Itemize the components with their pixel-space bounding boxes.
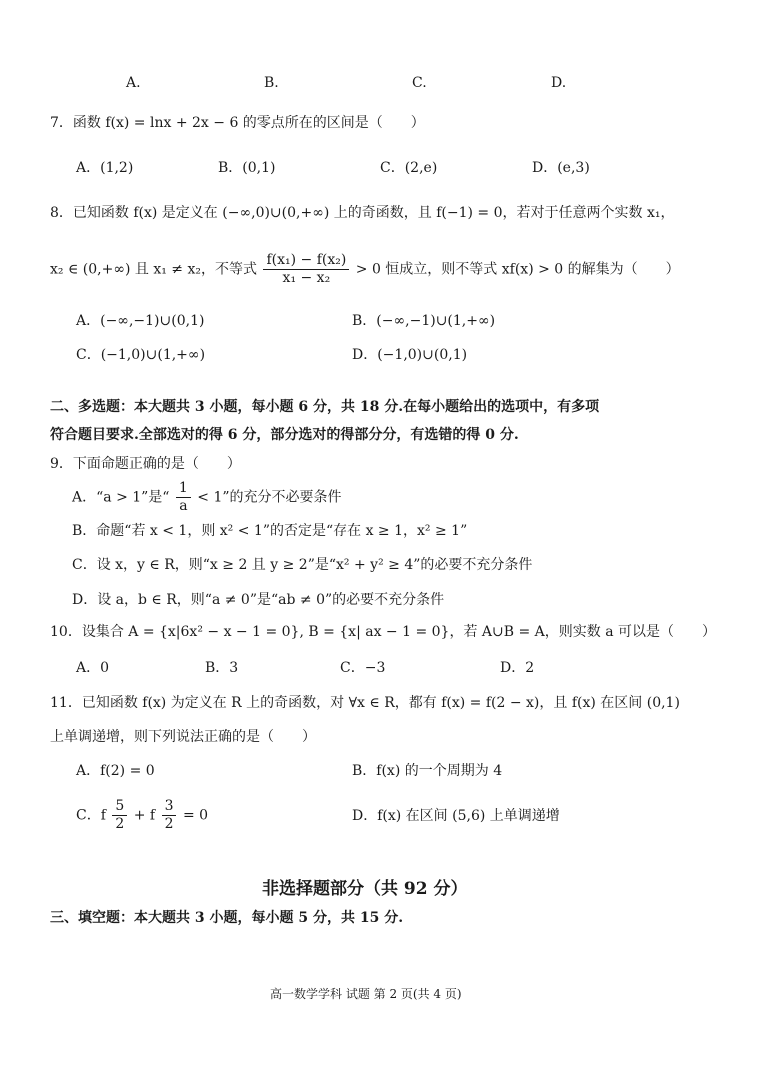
q8-line2-post: > 0 恒成立，则不等式 xf(x) > 0 的解集为（ ） <box>355 261 680 278</box>
q11-option-a: A．f(2) = 0 <box>76 763 155 779</box>
q11-c-fraction-1-denominator: 2 <box>115 816 125 832</box>
q10-option-c: C．−3 <box>340 660 386 676</box>
q8-line2-pre: x₂ ∈ (0,+∞) 且 x₁ ≠ x₂，不等式 <box>50 261 257 278</box>
q9-a-fraction-denominator: a <box>179 498 188 514</box>
q11-c-fraction-2-denominator: 2 <box>164 816 174 832</box>
section3-heading: 三、填空题：本大题共 3 小题，每小题 5 分，共 15 分. <box>50 910 404 926</box>
q8-line2 <box>50 252 680 287</box>
q11-line1: 11．已知函数 f(x) 为定义在 R 上的奇函数，对 ∀x ∈ R，都有 f(x) = f(2 − x)，且 f(x) 在区间 (0,1) <box>50 695 680 711</box>
q9-a-pre: A．“a > 1”是“ <box>72 489 170 506</box>
q11-c-mid: + f <box>133 807 156 824</box>
q10-option-d: D．2 <box>500 660 535 676</box>
q8-fraction-numerator: f(x₁) − f(x₂) <box>263 252 349 270</box>
q11-c-fraction-2 <box>162 798 177 833</box>
q9-stem: 9．下面命题正确的是（ ） <box>50 456 241 472</box>
q11-option-d: D．f(x) 在区间 (5,6) 上单调递增 <box>352 808 560 824</box>
q9-a-post: < 1”的充分不必要条件 <box>197 489 342 506</box>
q11-c-fraction-1 <box>112 798 127 833</box>
section2-line1: 二、多选题：本大题共 3 小题，每小题 6 分，共 18 分.在每小题给出的选项中，有多项 <box>50 399 600 415</box>
top-option-c: C. <box>412 75 427 91</box>
q8-line1: 8．已知函数 f(x) 是定义在 (−∞,0)∪(0,+∞) 上的奇函数，且 f(−1) = 0，若对于任意两个实数 x₁， <box>50 205 675 221</box>
top-option-b: B. <box>264 75 279 91</box>
top-option-a: A. <box>126 75 141 91</box>
q8-fraction-denominator: x₁ − x₂ <box>282 270 331 286</box>
part-title: 非选择题部分（共 92 分） <box>262 879 468 899</box>
top-option-d: D. <box>551 75 567 91</box>
q10-option-b: B．3 <box>205 660 239 676</box>
q7-option-d: D．(e,3) <box>532 160 590 176</box>
q9-option-a <box>72 480 342 515</box>
q8-option-a: A．(−∞,−1)∪(0,1) <box>76 313 205 329</box>
q8-option-d: D．(−1,0)∪(0,1) <box>352 347 468 363</box>
q11-option-b: B．f(x) 的一个周期为 4 <box>352 763 503 779</box>
q9-option-d: D．设 a，b ∈ R，则“a ≠ 0”是“ab ≠ 0”的必要不充分条件 <box>72 592 445 608</box>
q11-c-fraction-1-numerator: 5 <box>112 798 127 816</box>
q7-option-b: B．(0,1) <box>218 160 276 176</box>
page-footer: 高一数学学科 试题 第 2 页(共 4 页) <box>270 987 462 1001</box>
q7-option-a: A．(1,2) <box>76 160 134 176</box>
q7-option-c: C．(2,e) <box>380 160 438 176</box>
q8-option-c: C．(−1,0)∪(1,+∞) <box>76 347 206 363</box>
q7-stem: 7．函数 f(x) = lnx + 2x − 6 的零点所在的区间是（ ） <box>50 115 425 131</box>
q11-c-fraction-2-numerator: 3 <box>162 798 177 816</box>
q11-c-pre: C．f <box>76 807 106 824</box>
q8-fraction <box>263 252 349 287</box>
q9-option-c: C．设 x，y ∈ R，则“x ≥ 2 且 y ≥ 2”是“x² + y² ≥ 4”的必要不充分条件 <box>72 557 533 573</box>
q11-c-post: = 0 <box>182 807 209 824</box>
q9-a-fraction-numerator: 1 <box>176 480 191 498</box>
q11-line2: 上单调递增，则下列说法正确的是（ ） <box>50 729 316 745</box>
q9-a-fraction <box>176 480 191 515</box>
q8-option-b: B．(−∞,−1)∪(1,+∞) <box>352 313 496 329</box>
section2-line2: 符合题目要求.全部选对的得 6 分，部分选对的得部分分，有选错的得 0 分. <box>50 427 519 443</box>
q10-stem: 10．设集合 A = {x|6x² − x − 1 = 0}, B = {x| ax − 1 = 0}，若 A∪B = A，则实数 a 可以是（ ） <box>50 624 717 640</box>
q11-option-c <box>76 798 208 833</box>
q9-option-b: B．命题“若 x < 1，则 x² < 1”的否定是“存在 x ≥ 1，x² ≥ 1” <box>72 523 468 539</box>
q10-option-a: A．0 <box>76 660 110 676</box>
